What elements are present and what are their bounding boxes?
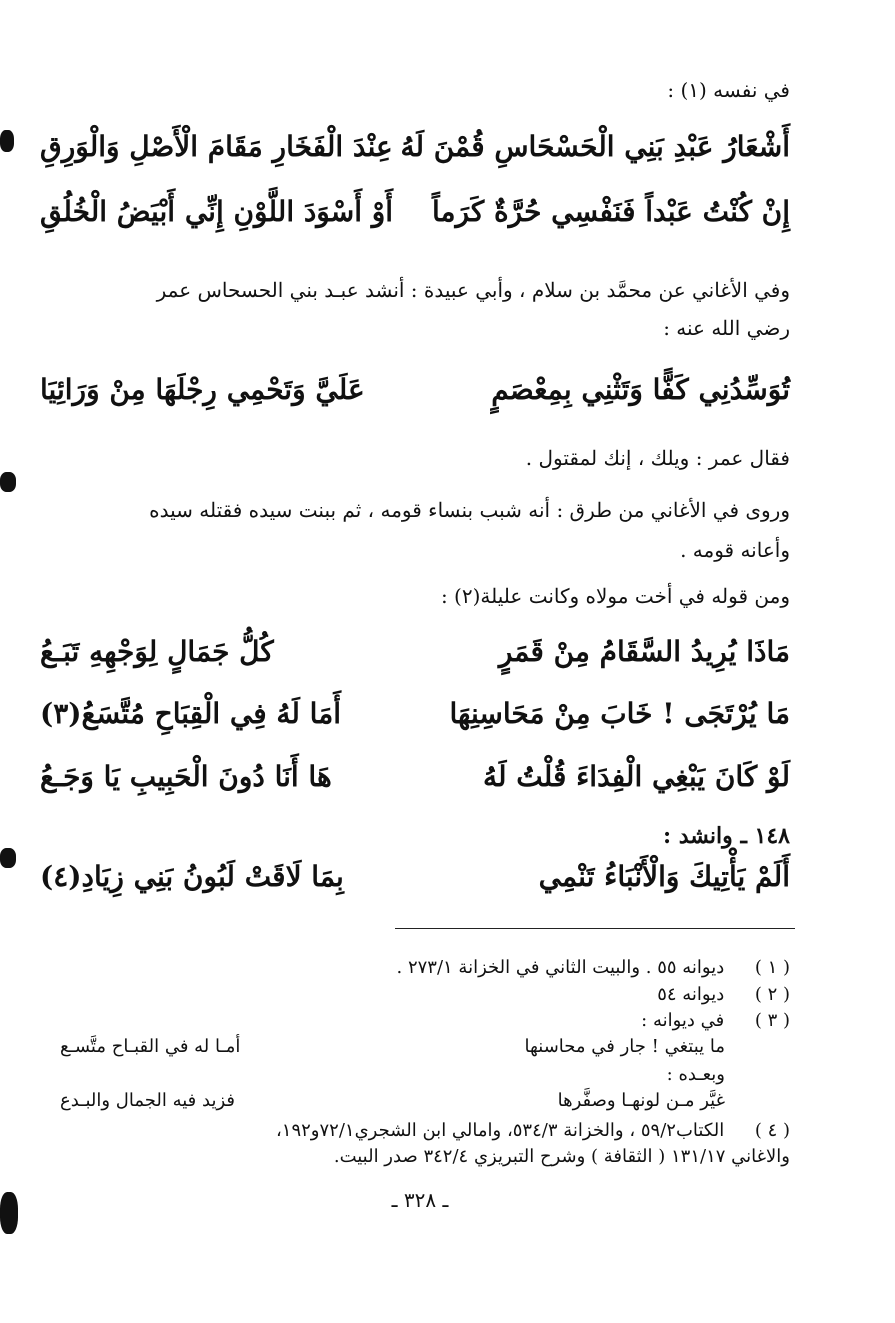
footnote-text: وبعـده : <box>666 1064 725 1085</box>
verse-hemistich-first: لَوْ كَانَ يَبْغِي الْفِدَاءَ قُلْتُ لَهُ <box>482 760 790 793</box>
footnote-verse <box>60 1090 725 1116</box>
verse-hemistich-first: إِنْ كُنْتُ عَبْداً فَنَفْسِي حُرَّةٌ كَرَماً <box>431 195 790 228</box>
verse-hemistich-second: هَا أَنَا دُونَ الْحَبِيبِ يَا وَجَـعُ <box>40 760 332 793</box>
verse-line <box>40 760 790 810</box>
verse-hemistich-first: أَشْعَارُ عَبْدِ بَنِي الْحَسْحَاسِ قُمْنَ لَهُ <box>400 130 790 163</box>
verse-line <box>40 195 790 245</box>
verse-hemistich-first: غيَّر مـن لونهـا وصفَّرها <box>557 1090 725 1111</box>
verse-hemistich-first: مَاذَا يُرِيدُ السَّقَامُ مِنْ قَمَرٍ <box>498 635 790 668</box>
verse-line <box>40 130 790 180</box>
paragraph-line: فقال عمر : ويلك ، إنك لمقتول . <box>525 446 790 470</box>
footnote-text: الكتاب٥٩/٢ ، والخزانة ٥٣٤/٣، وامالي ابن الشجري٧٢/١و١٩٢، <box>275 1120 725 1141</box>
verse-line <box>40 860 790 910</box>
footnote <box>60 1118 790 1144</box>
verse-hemistich-second: أمـا له في القبـاح متَّسـع <box>60 1036 241 1057</box>
footnote <box>60 955 790 981</box>
verse-hemistich-first: تُوَسِّدُنِي كَفًّا وَتَثْنِي بِمِعْصَمٍ <box>491 373 790 406</box>
verse-hemistich-second: بِمَا لَاقَتْ لَبُونُ بَنِي زِيَادِ(٤) <box>40 860 344 893</box>
verse-hemistich-second: أَوْ أَسْوَدَ اللَّوْنِ إِنِّي أَبْيَضُ الْخُلُقِ <box>40 195 394 228</box>
paragraph-line: رضي الله عنه : <box>663 316 790 340</box>
verse-line <box>40 635 790 685</box>
footnote <box>60 1008 790 1034</box>
footnote-number: ( ٤ ) <box>754 1120 790 1141</box>
paragraph-line: ومن قوله في أخت مولاه وكانت عليلة(٢) : <box>440 584 790 608</box>
footnote-text-cont: والاغاني ١٣١/١٧ ( الثقافة ) وشرح التبريزي ٣٤٢/٤ صدر البيت. <box>333 1146 790 1167</box>
paragraph-line: وروى في الأغاني من طرق : أنه شبب بنساء قومه ، ثم ببنت سيده فقتله سيده <box>149 498 790 522</box>
footnote-verse <box>60 1036 725 1062</box>
footnote-number: ( ٢ ) <box>754 984 790 1005</box>
scan-mark <box>0 130 14 152</box>
verse-hemistich-first: ما يبتغي ! جار في محاسنها <box>524 1036 725 1057</box>
scan-mark <box>0 1192 18 1234</box>
footnote-number: ( ١ ) <box>754 957 790 978</box>
footnote-text: ديوانه ٥٤ <box>657 984 725 1005</box>
scan-mark <box>0 848 16 868</box>
verse-line <box>40 697 790 747</box>
page-number: ـ ٣٢٨ ـ <box>391 1188 449 1212</box>
verse-line <box>40 373 790 423</box>
footnote-text: ديوانه ٥٥ . والبيت الثاني في الخزانة ٢٧٣/١ . <box>396 957 725 978</box>
verse-hemistich-second: فزيد فيه الجمال والبـدع <box>60 1090 235 1111</box>
section-heading: ١٤٨ ـ وانشد : <box>662 823 790 849</box>
verse-hemistich-first: مَا يُرْتَجَى ! خَابَ مِنْ مَحَاسِنِهَا <box>449 697 790 730</box>
verse-hemistich-second: عِنْدَ الْفَخَارِ مَقَامَ الْأَصْلِ وَالْوَرِقِ <box>40 130 393 163</box>
verse-hemistich-second: كُلُّ جَمَالٍ لِوَجْهِهِ تَبَـعُ <box>40 635 274 668</box>
intro-line: في نفسه (١) : <box>667 78 790 102</box>
footnote-divider <box>395 928 795 929</box>
paragraph-line: وفي الأغاني عن محمَّد بن سلام ، وأبي عبيدة : أنشد عبـد بني الحسحاس عمر <box>156 278 790 302</box>
verse-hemistich-first: أَلَمْ يَأْتِيكَ وَالْأَنْبَاءُ تَنْمِي <box>538 860 790 893</box>
footnote-number: ( ٣ ) <box>754 1010 790 1031</box>
footnote <box>60 982 790 1008</box>
verse-hemistich-second: أَمَا لَهُ فِي الْقِبَاحِ مُتَّسَعُ(٣) <box>40 697 341 730</box>
scan-mark <box>0 472 16 492</box>
footnote-text: في ديوانه : <box>641 1010 725 1031</box>
paragraph-line: وأعانه قومه . <box>680 538 790 562</box>
verse-hemistich-second: عَلَيَّ وَتَحْمِي رِجْلَهَا مِنْ وَرَائِيَا <box>40 373 365 406</box>
